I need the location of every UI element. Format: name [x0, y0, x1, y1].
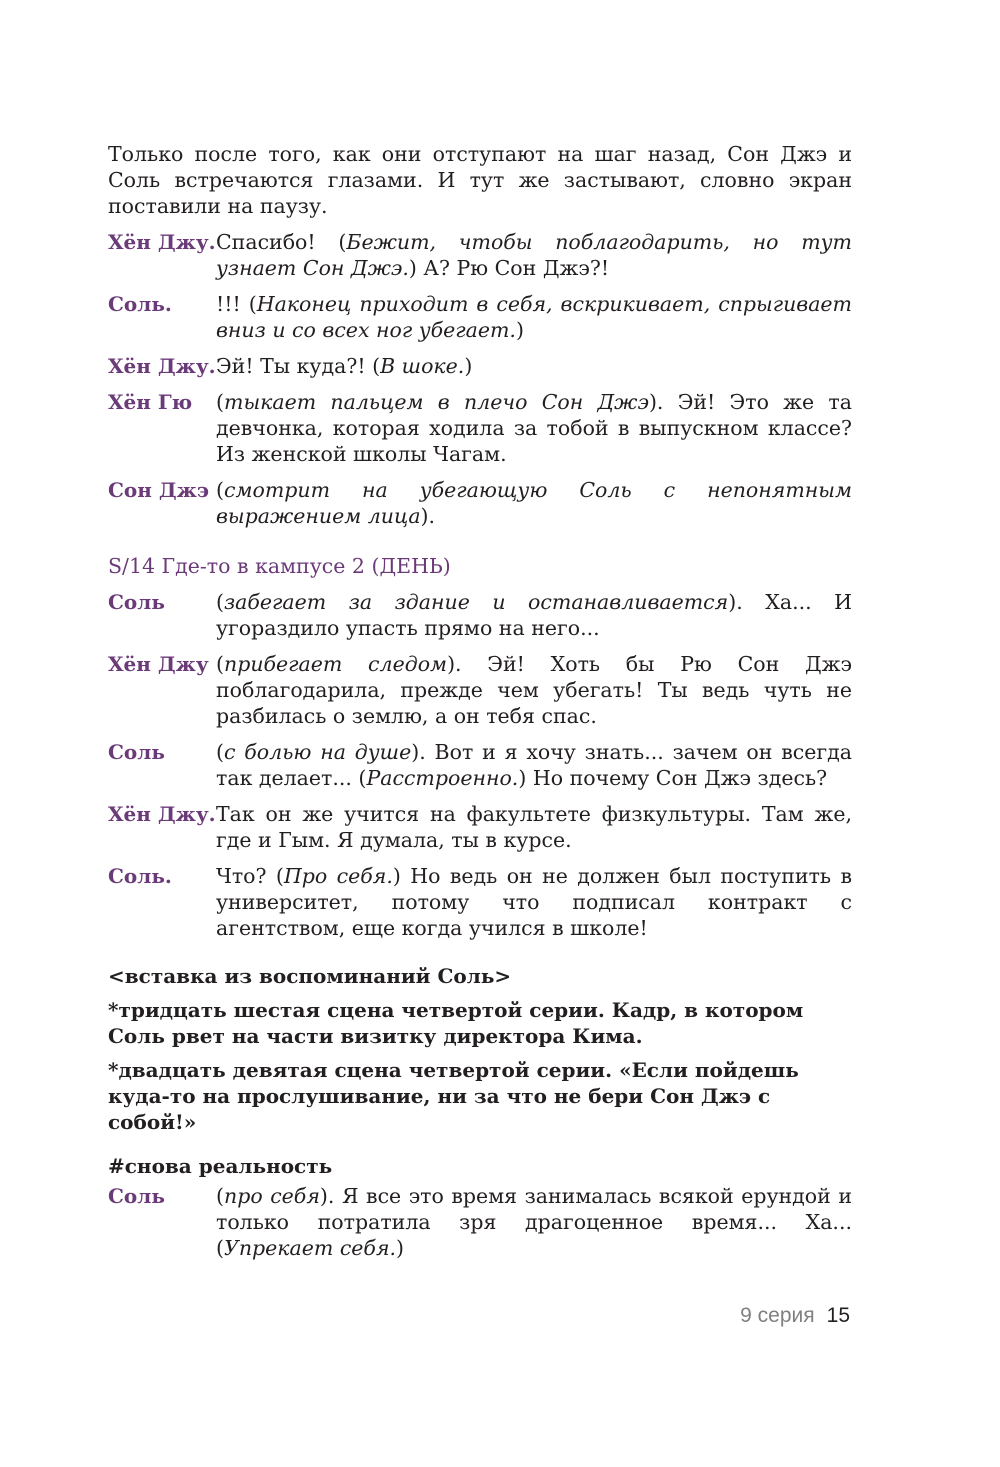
speech-fragment: ( — [216, 740, 224, 764]
speech-fragment: ( — [216, 1184, 224, 1208]
speech-text — [216, 739, 852, 791]
dialogue-block-3 — [108, 1183, 852, 1261]
speech-text — [216, 477, 852, 529]
dialogue-line — [108, 229, 852, 281]
dialogue-line — [108, 589, 852, 641]
speech-fragment: ). Эй! Это же та девчонка, которая ходила за тобой в выпускном классе? Из женской школы Чагам. — [216, 390, 852, 466]
speech-fragment: ). — [420, 504, 436, 528]
stage-direction: прибегает следом — [224, 652, 448, 676]
speech-text — [216, 651, 852, 729]
speech-fragment: ). Ха... И угораздило упасть прямо на него... — [216, 590, 852, 640]
page-content — [108, 141, 852, 1271]
speech-fragment: ). Я все это время занималась всякой ерундой и только потратила зря драгоценное время... Ха... ( — [216, 1184, 852, 1260]
dialogue-block-1 — [108, 229, 852, 529]
flashback-item-1: *тридцать шестая сцена четвертой серии. Кадр, в котором Соль рвет на части визитку директора Кима. — [108, 998, 804, 1048]
speech-text — [216, 389, 852, 467]
stage-direction: Про себя. — [283, 864, 393, 888]
speech-fragment: ) Но ведь он не должен был поступить в университет, потому что подписал контракт с агентством, еще когда учился в школе! — [216, 864, 852, 940]
dialogue-line — [108, 739, 852, 791]
speaker-name: Соль — [108, 1184, 165, 1208]
flashback-title: <вставка из воспоминаний Соль> — [108, 964, 512, 988]
speaker-name: Хён Джу. — [108, 802, 216, 826]
speaker-name: Хён Джу. — [108, 354, 216, 378]
speaker-name: Соль. — [108, 864, 172, 888]
speech-fragment: Что? ( — [216, 864, 284, 888]
speech-fragment: ) А? Рю Сон Джэ?! — [408, 256, 610, 280]
dialogue-line — [108, 801, 852, 853]
speech-fragment: ( — [216, 590, 224, 614]
speech-fragment: ( — [216, 390, 224, 414]
speech-text — [216, 589, 852, 641]
speech-fragment: ). Вот и я хочу знать... зачем он всегда так делает... ( — [216, 740, 852, 790]
speaker-name: Соль — [108, 740, 165, 764]
speech-text — [216, 291, 852, 343]
scene-heading: S/14 Где-то в кампусе 2 (ДЕНЬ) — [108, 554, 451, 578]
speech-text — [216, 353, 852, 379]
stage-direction: смотрит на убегающую Соль с непонятным выражением лица — [216, 478, 852, 528]
speech-fragment: ( — [216, 652, 224, 676]
speech-fragment: ). Эй! Хоть бы Рю Сон Джэ поблагодарила, прежде чем убегать! Ты ведь чуть не разбилась о землю, а он тебя спас. — [216, 652, 852, 728]
series-label: 9 серия — [740, 1304, 815, 1327]
speech-fragment: ) — [515, 318, 524, 342]
speech-fragment: ) — [464, 354, 473, 378]
stage-direction: забегает за здание и останавливается — [224, 590, 729, 614]
flashback-item-2: *двадцать девятая сцена четвертой серии. «Если пойдешь куда-то на прослушивание, ни за что не бери Сон Джэ с собой!» — [108, 1058, 799, 1134]
stage-direction: Упрекает себя. — [224, 1236, 397, 1260]
dialogue-line — [108, 651, 852, 729]
reality-heading: #снова реальность — [108, 1154, 333, 1178]
speaker-name: Сон Джэ — [108, 478, 210, 502]
page-number: 15 — [826, 1304, 850, 1327]
speech-fragment: Спасибо! ( — [216, 230, 347, 254]
dialogue-line — [108, 291, 852, 343]
speech-fragment: ) — [396, 1236, 405, 1260]
stage-direction: Бежит, чтобы поблагодарить, но тут узнает Сон Джэ. — [216, 230, 852, 280]
speech-text — [216, 801, 852, 853]
speaker-name: Хён Джу — [108, 652, 209, 676]
page-footer — [740, 1304, 850, 1328]
speaker-name: Хён Джу. — [108, 230, 216, 254]
speaker-name: Соль. — [108, 292, 172, 316]
dialogue-block-2 — [108, 589, 852, 941]
stage-direction: Наконец приходит в себя, вскрикивает, спрыгивает вниз и со всех ног убегает. — [216, 292, 853, 342]
speech-fragment: ( — [216, 478, 224, 502]
intro-paragraph: Только после того, как они отступают на шаг назад, Сон Джэ и Соль встречаются глазами. И тут же застывают, словно экран поставили на паузу. — [108, 142, 852, 218]
speech-text — [216, 863, 852, 941]
speech-fragment: Так он же учится на факультете физкультуры. Там же, где и Гым. Я думала, ты в курсе. — [216, 802, 852, 852]
dialogue-line — [108, 389, 852, 467]
stage-direction: с болью на душе — [224, 740, 412, 764]
stage-direction: Расстроенно. — [366, 766, 519, 790]
stage-direction: тыкает пальцем в плечо Сон Джэ — [224, 390, 649, 414]
dialogue-line — [108, 1183, 852, 1261]
speech-fragment: ) Но почему Сон Джэ здесь? — [518, 766, 828, 790]
dialogue-line — [108, 863, 852, 941]
speech-fragment: Эй! Ты куда?! ( — [216, 354, 381, 378]
speaker-name: Хён Гю — [108, 390, 193, 414]
speaker-name: Соль — [108, 590, 165, 614]
speech-text — [216, 1183, 852, 1261]
dialogue-line — [108, 353, 852, 379]
stage-direction: про себя — [224, 1184, 320, 1208]
speech-text — [216, 229, 852, 281]
stage-direction: В шоке. — [380, 354, 465, 378]
dialogue-line — [108, 477, 852, 529]
speech-fragment: !!! ( — [216, 292, 257, 316]
